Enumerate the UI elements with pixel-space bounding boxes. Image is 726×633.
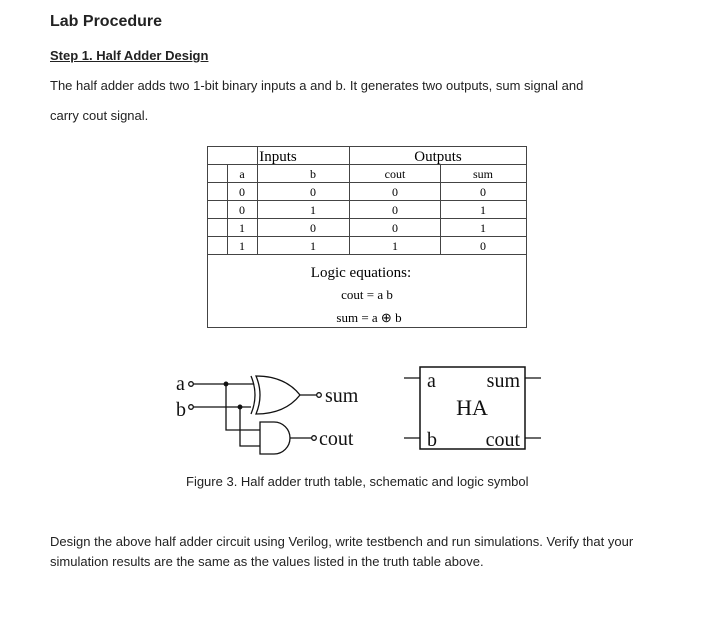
group-header-outputs: Outputs [414, 149, 462, 165]
ha-pin-cout-label: cout [485, 429, 520, 451]
and-gate [260, 422, 290, 454]
table-cell: 0 [239, 203, 245, 217]
table-row [239, 185, 486, 199]
column-header-b: b [310, 167, 316, 181]
half-adder-logic-symbol [404, 367, 541, 451]
sum-terminal [317, 393, 322, 398]
ha-pin-a-label: a [427, 370, 436, 392]
column-header-a: a [239, 167, 245, 181]
table-cell: 0 [392, 185, 398, 199]
input-wires [193, 384, 260, 446]
ha-pin-sum-label: sum [486, 370, 520, 392]
page-title: Lab Procedure [50, 13, 163, 30]
junction-dot [238, 405, 242, 409]
junction-dot [224, 382, 228, 386]
column-header-sum: sum [472, 167, 494, 181]
schematic-input-a-label: a [176, 373, 185, 395]
schematic-output-cout-label: cout [319, 428, 354, 450]
table-cell: 1 [239, 221, 245, 235]
xor-extra-arc [251, 376, 255, 414]
schematic-output-sum-label: sum [325, 385, 359, 407]
ha-block-label: HA [456, 395, 488, 420]
column-header-cout: cout [384, 167, 406, 181]
intro-line-1: The half adder adds two 1-bit binary inputs a and b. It generates two outputs, sum signal and [50, 78, 584, 93]
half-adder-schematic [176, 373, 359, 454]
table-cell: 1 [310, 239, 316, 253]
schematic-input-b-label: b [176, 399, 186, 421]
table-cell: 1 [310, 203, 316, 217]
step-heading: Step 1. Half Adder Design [50, 48, 209, 63]
group-header-inputs: Inputs [259, 149, 297, 165]
ha-pin-b-label: b [427, 429, 437, 451]
table-cell: 0 [392, 221, 398, 235]
table-cell: 1 [480, 203, 486, 217]
table-cell: 1 [239, 239, 245, 253]
intro-paragraph [50, 71, 670, 131]
table-row [239, 203, 486, 217]
input-a-terminal [189, 382, 194, 387]
table-cell: 0 [480, 239, 486, 253]
cout-terminal [312, 436, 317, 441]
figure-caption: Figure 3. Half adder truth table, schematic and logic symbol [186, 474, 529, 489]
input-b-terminal [189, 405, 194, 410]
instructions-paragraph: Design the above half adder circuit using Verilog, write testbench and run simulations. Verify that your simulation results are the same as the values listed in the truth table above. [50, 534, 634, 569]
xor-gate [256, 376, 300, 414]
table-cell: 1 [392, 239, 398, 253]
table-cell: 0 [392, 203, 398, 217]
table-row [239, 221, 486, 235]
table-cell: 1 [480, 221, 486, 235]
half-adder-figure [160, 362, 570, 462]
table-cell: 0 [310, 185, 316, 199]
sum-equation: sum = a ⊕ b [336, 310, 402, 325]
cout-equation: cout = a b [341, 287, 393, 302]
table-cell: 0 [480, 185, 486, 199]
logic-equations-title: Logic equations: [310, 265, 412, 281]
truth-table [207, 146, 527, 328]
table-row [239, 239, 486, 253]
table-cell: 0 [310, 221, 316, 235]
intro-line-2: carry cout signal. [50, 108, 149, 123]
table-cell: 0 [239, 185, 245, 199]
